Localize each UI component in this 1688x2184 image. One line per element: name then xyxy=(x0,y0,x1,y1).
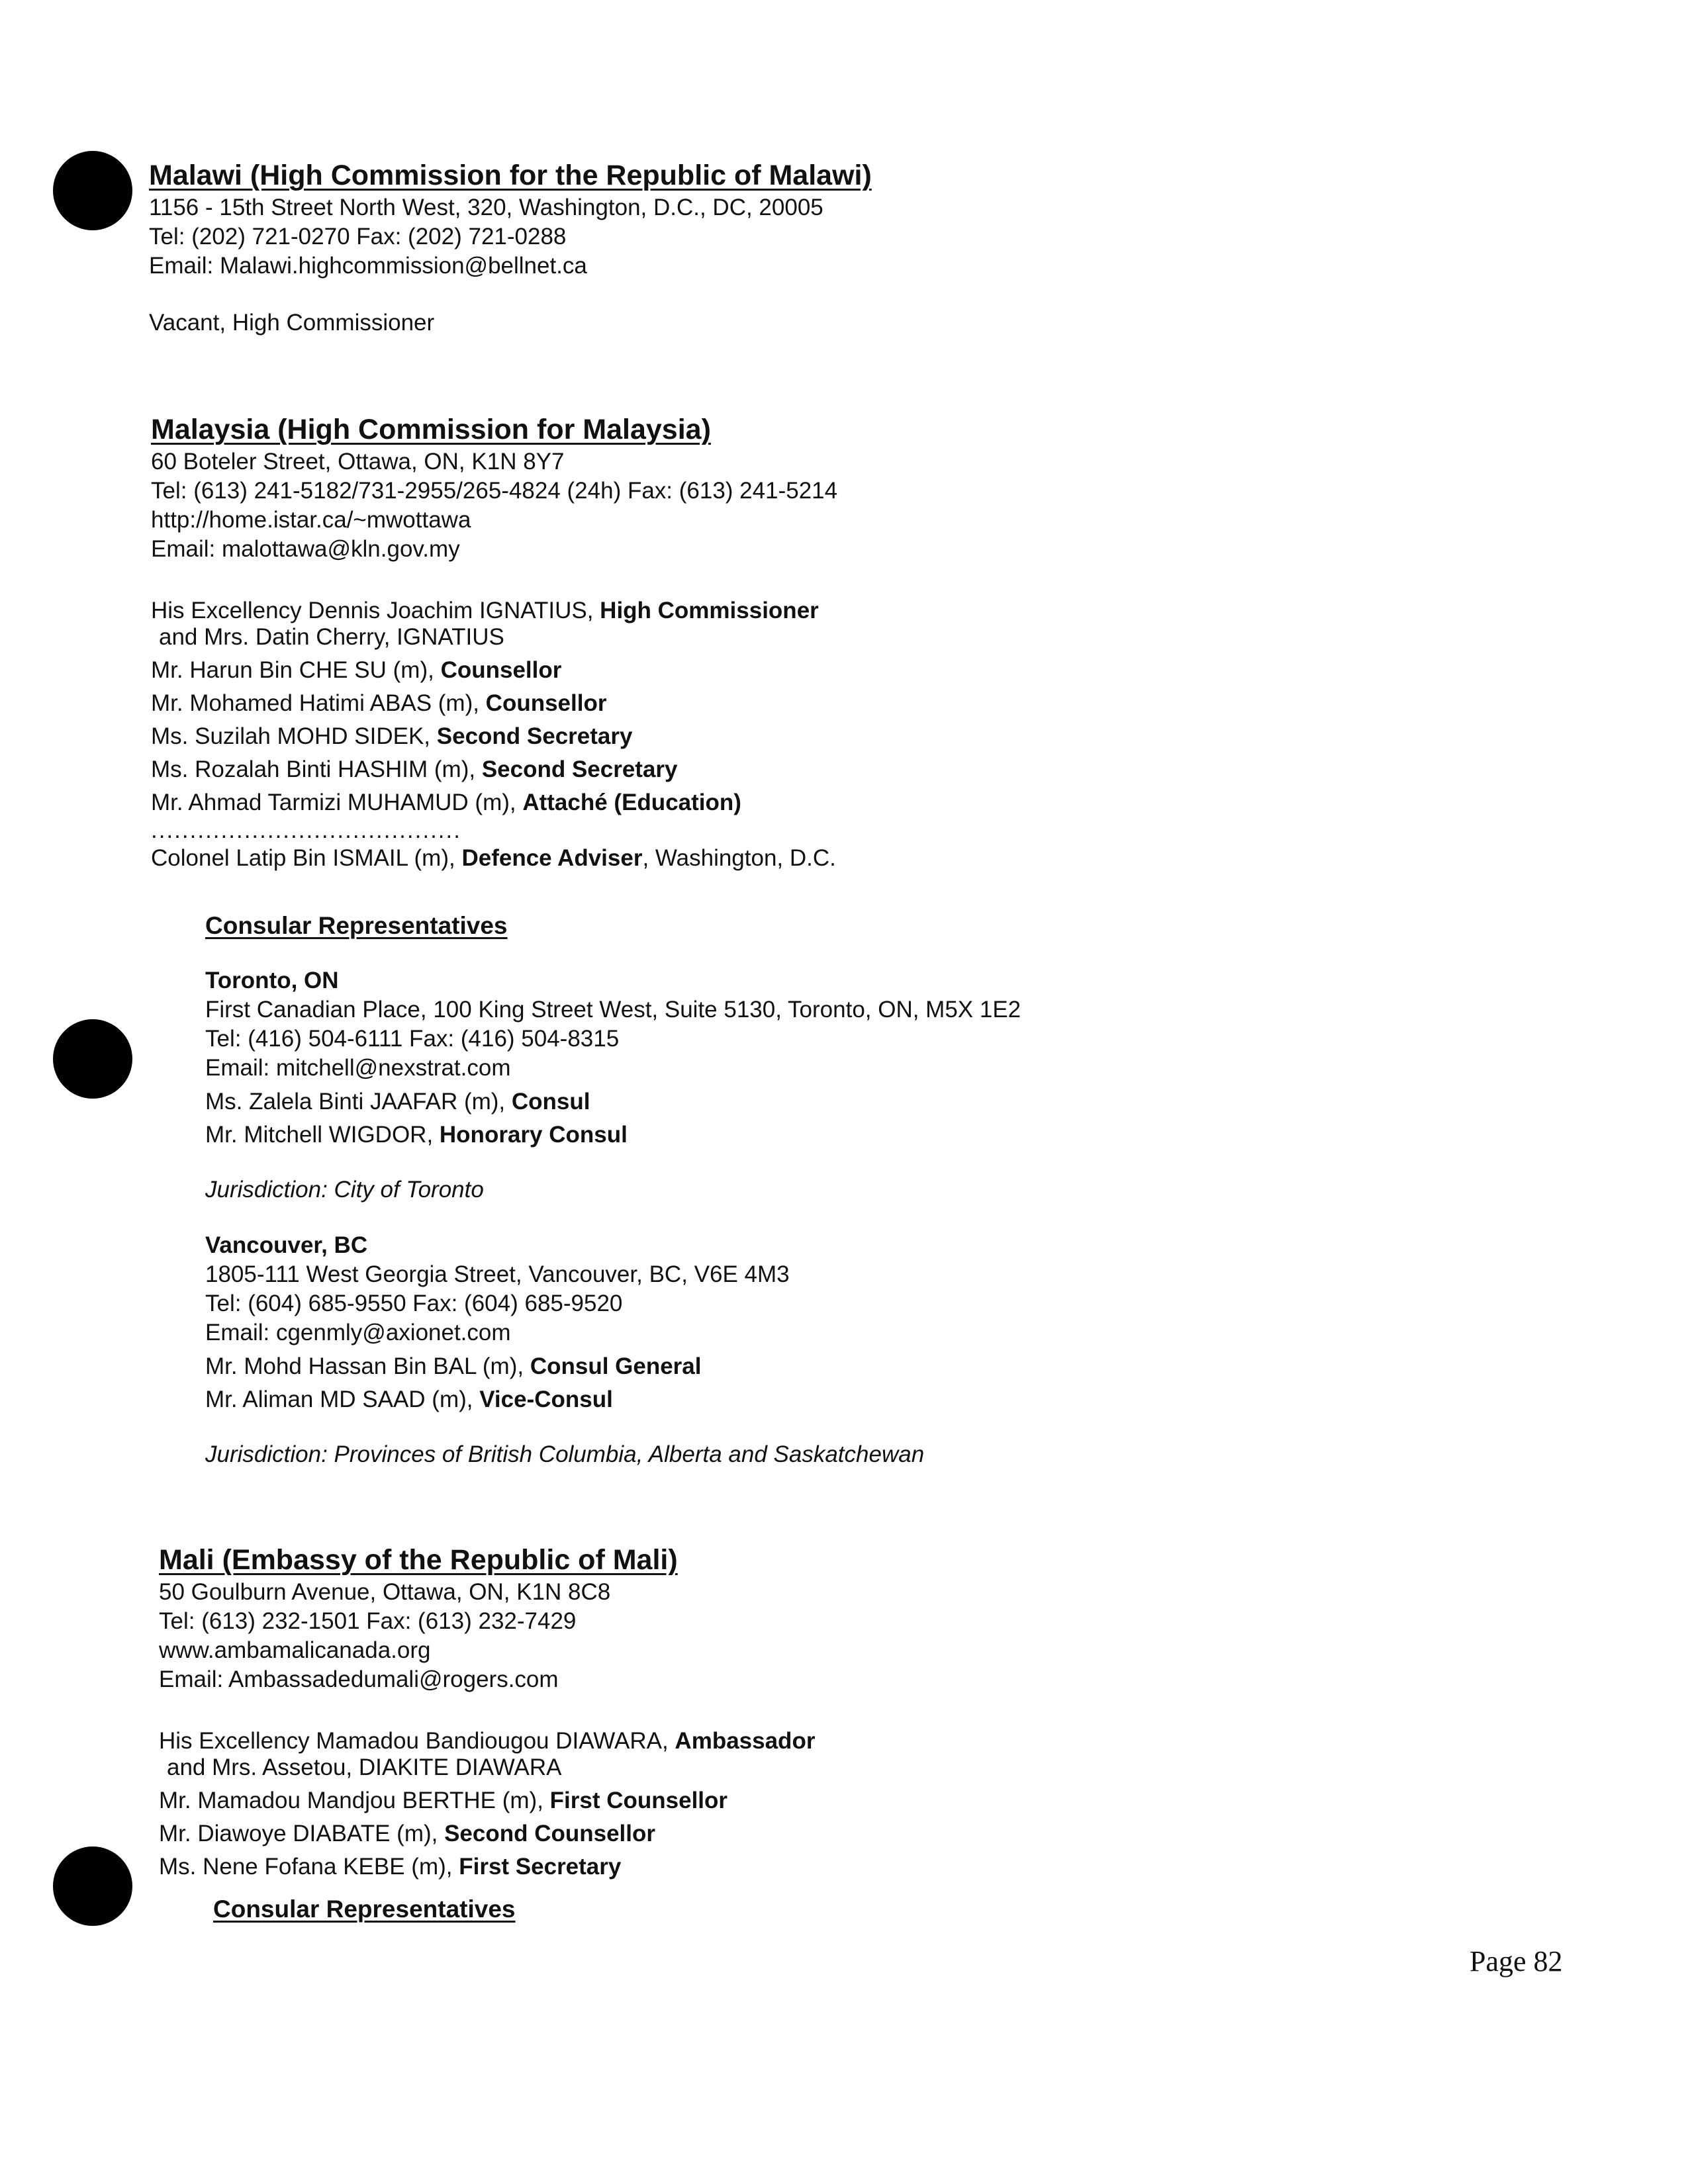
toronto-address: First Canadian Place, 100 King Street West, Suite 5130, Toronto, ON, M5X 1E2 xyxy=(205,997,1021,1023)
malaysia-consular-section xyxy=(205,912,1021,1469)
malawi-section xyxy=(149,158,872,338)
vancouver-city: Vancouver, BC xyxy=(205,1232,368,1258)
staff-row: His Excellency Mamadou Bandiougou DIAWARA, Ambassador xyxy=(159,1728,816,1754)
consular-heading: Consular Representatives xyxy=(213,1895,516,1923)
mali-website: www.ambamalicanada.org xyxy=(159,1637,431,1663)
staff-row: Ms. Zalela Binti JAAFAR (m), Consul xyxy=(205,1089,590,1115)
page-number: Page 82 xyxy=(1470,1945,1563,1978)
staff-row: Ms. Suzilah MOHD SIDEK, Second Secretary xyxy=(151,723,633,749)
staff-row: Ms. Nene Fofana KEBE (m), First Secretary xyxy=(159,1854,622,1880)
vancouver-tel: Tel: (604) 685-9550 Fax: (604) 685-9520 xyxy=(205,1291,623,1316)
vancouver-jurisdiction: Jurisdiction: Provinces of British Columbia, Alberta and Saskatchewan xyxy=(205,1441,925,1467)
staff-row: Ms. Rozalah Binti HASHIM (m), Second Secretary xyxy=(151,756,678,782)
vancouver-email: Email: cgenmly@axionet.com xyxy=(205,1320,511,1345)
malaysia-website: http://home.istar.ca/~mwottawa xyxy=(151,507,471,533)
binder-hole xyxy=(53,1846,132,1926)
consular-heading: Consular Representatives xyxy=(205,912,508,939)
staff-row: Mr. Aliman MD SAAD (m), Vice-Consul xyxy=(205,1387,613,1412)
staff-row: Mr. Mamadou Mandjou BERTHE (m), First Counsellor xyxy=(159,1788,728,1813)
defence-adviser-row: Colonel Latip Bin ISMAIL (m), Defence Adviser, Washington, D.C. xyxy=(151,845,836,871)
malawi-tel: Tel: (202) 721-0270 Fax: (202) 721-0288 xyxy=(149,224,567,250)
binder-hole xyxy=(53,1019,132,1099)
malaysia-tel: Tel: (613) 241-5182/731-2955/265-4824 (24h) Fax: (613) 241-5214 xyxy=(151,478,838,504)
toronto-email: Email: mitchell@nexstrat.com xyxy=(205,1055,511,1081)
staff-row: Mr. Diawoye DIABATE (m), Second Counsellor xyxy=(159,1821,656,1846)
malaysia-address: 60 Boteler Street, Ottawa, ON, K1N 8Y7 xyxy=(151,449,565,475)
staff-row: Mr. Ahmad Tarmizi MUHAMUD (m), Attaché (Education) xyxy=(151,790,741,815)
toronto-tel: Tel: (416) 504-6111 Fax: (416) 504-8315 xyxy=(205,1026,620,1052)
mali-address: 50 Goulburn Avenue, Ottawa, ON, K1N 8C8 xyxy=(159,1579,611,1605)
staff-row: Mr. Mohd Hassan Bin BAL (m), Consul General xyxy=(205,1353,702,1379)
malaysia-email: Email: malottawa@kln.gov.my xyxy=(151,536,460,562)
mali-heading: Mali (Embassy of the Republic of Mali) xyxy=(159,1544,678,1576)
mali-staff-list xyxy=(159,1725,815,1884)
mali-section xyxy=(159,1542,815,1923)
malaysia-heading: Malaysia (High Commission for Malaysia) xyxy=(151,414,711,445)
malawi-heading: Malawi (High Commission for the Republic of Malawi) xyxy=(149,159,872,191)
binder-hole xyxy=(53,151,132,230)
malaysia-staff-list xyxy=(151,594,837,819)
vancouver-consulate xyxy=(205,1231,1021,1469)
mali-tel: Tel: (613) 232-1501 Fax: (613) 232-7429 xyxy=(159,1608,577,1634)
separator-dots: ........................................ xyxy=(151,817,461,843)
staff-row: and Mrs. Assetou, DIAKITE DIAWARA xyxy=(167,1754,562,1780)
malawi-address: 1156 - 15th Street North West, 320, Washington, D.C., DC, 20005 xyxy=(149,195,823,220)
staff-row: and Mrs. Datin Cherry, IGNATIUS xyxy=(159,624,504,650)
mali-email: Email: Ambassadedumali@rogers.com xyxy=(159,1666,559,1692)
staff-row: Mr. Mitchell WIGDOR, Honorary Consul xyxy=(205,1122,628,1148)
malaysia-section xyxy=(151,412,837,875)
toronto-jurisdiction: Jurisdiction: City of Toronto xyxy=(205,1177,484,1203)
vancouver-address: 1805-111 West Georgia Street, Vancouver, BC, V6E 4M3 xyxy=(205,1261,790,1287)
malawi-email: Email: Malawi.highcommission@bellnet.ca xyxy=(149,253,587,279)
toronto-city: Toronto, ON xyxy=(205,968,339,993)
toronto-consulate xyxy=(205,966,1021,1205)
malawi-head: Vacant, High Commissioner xyxy=(149,310,435,336)
staff-row: His Excellency Dennis Joachim IGNATIUS, High Commissioner xyxy=(151,598,819,623)
staff-row: Mr. Mohamed Hatimi ABAS (m), Counsellor xyxy=(151,690,607,716)
staff-row: Mr. Harun Bin CHE SU (m), Counsellor xyxy=(151,657,562,683)
